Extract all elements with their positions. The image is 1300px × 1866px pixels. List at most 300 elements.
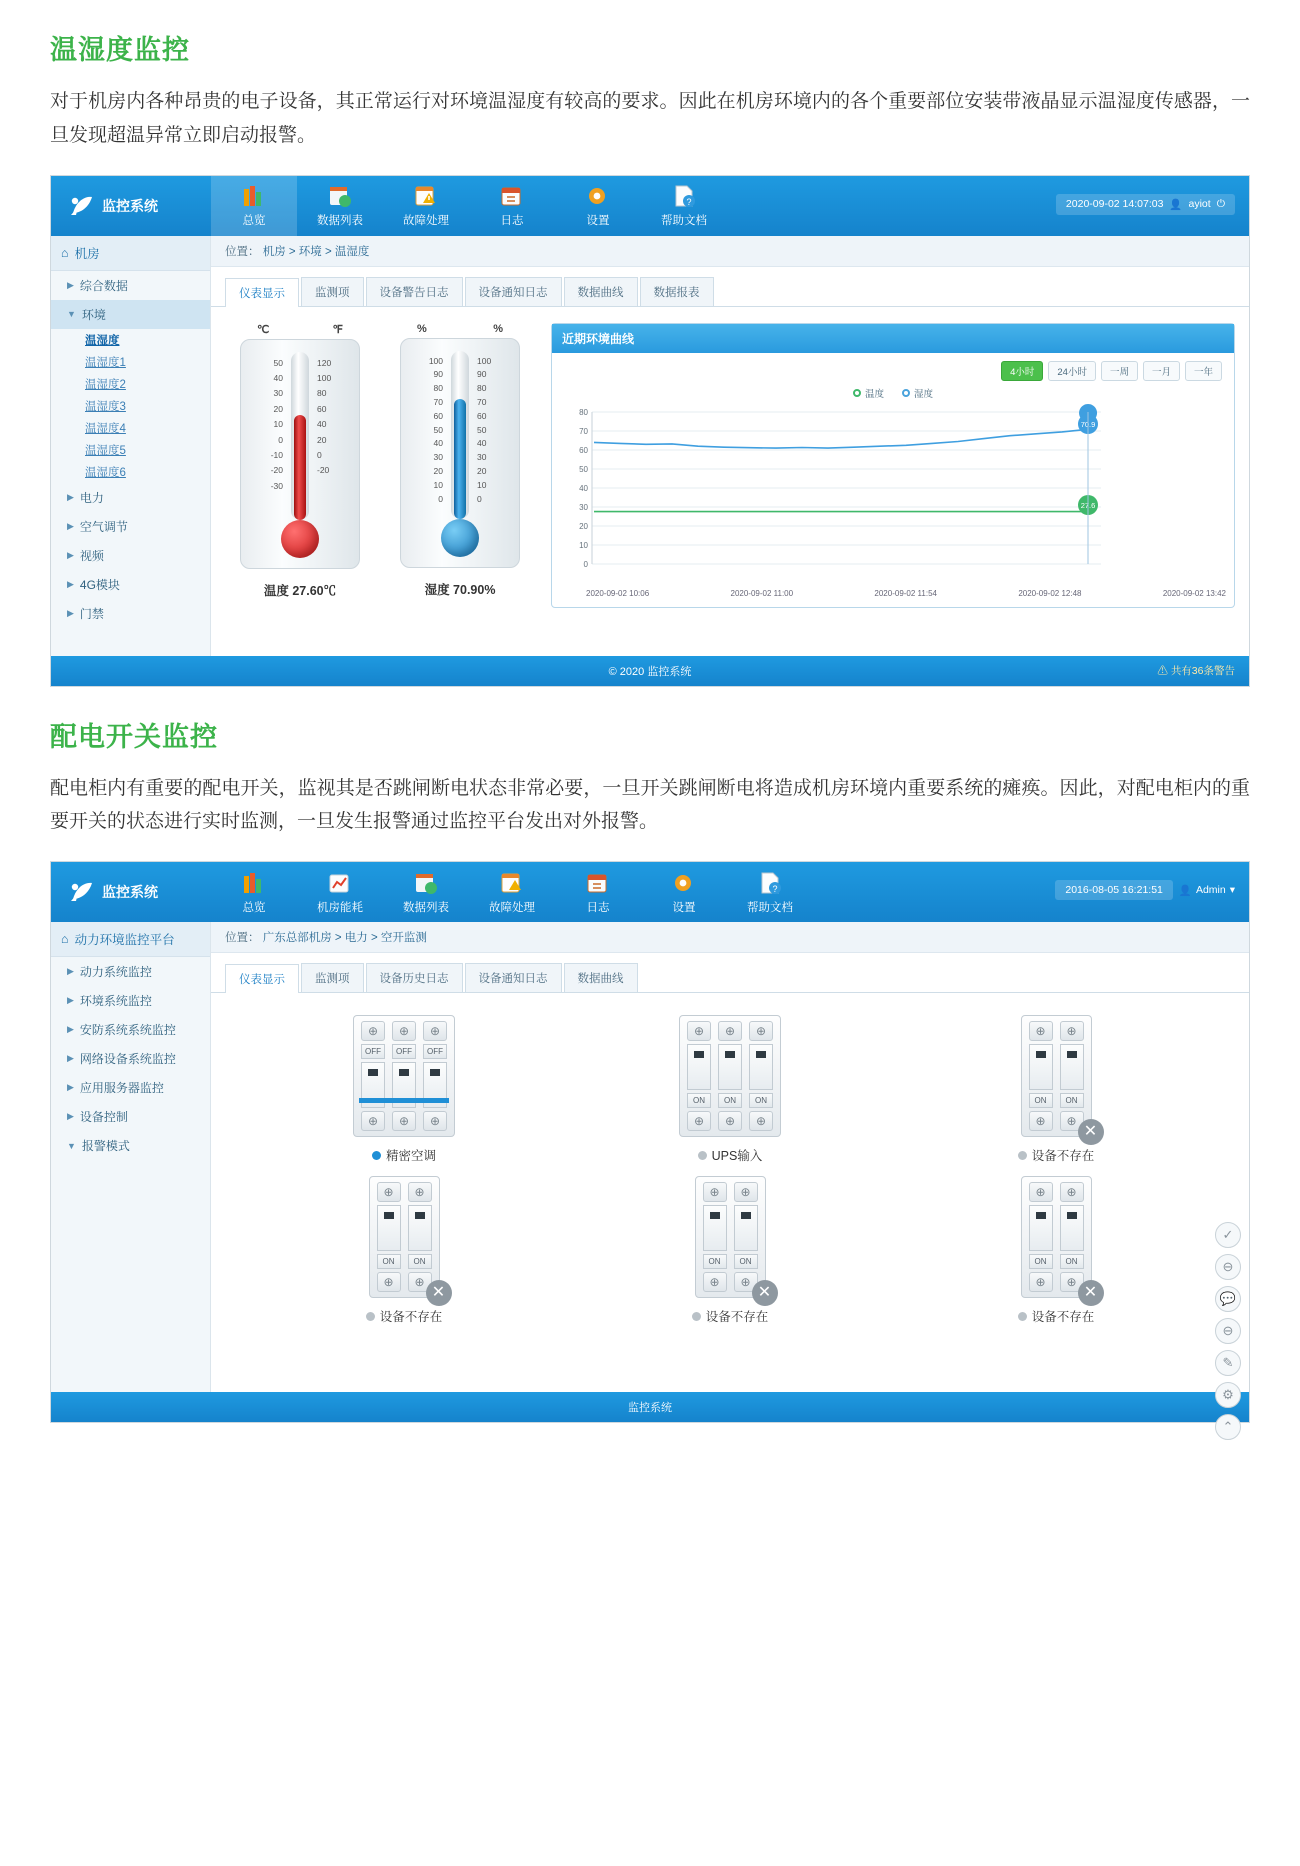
humidity-left-ticks: 100 90 80 70 60 50 40 30 20 10 0 [428,355,443,504]
chevron-up-icon[interactable]: ⌃ [1215,1414,1241,1440]
svg-text:?: ? [772,883,778,894]
data-list-icon [411,870,441,897]
terminal-icon: ⊕ [1029,1021,1053,1041]
range-month[interactable]: 一月 [1143,361,1180,381]
chevron-right-icon: ▶ [67,279,74,290]
breaker-switch[interactable] [1060,1205,1084,1251]
breaker-state-label: ON [734,1254,758,1269]
sidebar-item-label: 动力系统监控 [79,965,152,980]
help-doc-icon [669,183,699,210]
app1-sidebar [51,236,211,656]
range-week[interactable]: 一周 [1101,361,1138,381]
sidebar-header-label: 机房 [74,246,100,261]
breadcrumb-prefix: 位置： [225,245,260,258]
xtick: 2020-09-02 11:54 [874,588,937,598]
thermo-fill [454,399,466,518]
breaker-pole [390,1021,418,1131]
status-dot-icon [1018,1151,1027,1160]
breaker-caption [241,1146,567,1164]
breaker-pole [1027,1021,1055,1131]
terminal-icon: ⊕ [423,1021,447,1041]
breaker-pole [716,1021,744,1131]
chevron-right-icon: ▶ [67,491,74,502]
clock-chip [1056,194,1235,215]
app2-topbar-right [1055,880,1235,900]
chevron-right-icon: ▶ [67,578,74,589]
chart-plot-area [552,400,1234,587]
terminal-icon: ⊕ [423,1111,447,1131]
breadcrumb-path: 广东总部机房 > 电力 > 空开监测 [262,932,427,945]
sidebar-item-air-conditioning[interactable] [51,512,210,541]
terminal-icon: ⊕ [1060,1182,1084,1202]
nav-item-energy[interactable] [297,862,383,922]
sidebar-subitem-temp-humidity-1[interactable]: 温湿度1 [85,356,126,369]
breaker-widget[interactable] [353,1015,455,1137]
nav-item-log[interactable] [469,176,555,236]
sidebar-item-comprehensive-data[interactable] [51,271,210,300]
breaker-widget[interactable] [695,1176,772,1302]
breaker-caption [893,1307,1219,1325]
breaker-pole [421,1021,449,1131]
breaker-body [1021,1015,1092,1137]
terminal-icon: ⊕ [361,1111,385,1131]
nav-label: 帮助文档 [747,901,793,914]
user-icon: 👤 [1169,198,1183,211]
status-dot-icon [692,1312,701,1321]
breaker-pole [375,1182,403,1292]
section-title-2: 配电开关监控 [50,721,218,752]
nav-label: 设置 [586,215,610,228]
breaker-label: 设备不存在 [379,1310,443,1325]
app1-topbar-right [1056,194,1235,215]
breaker-grid [211,993,1249,1349]
breaker-pole [701,1182,729,1292]
terminal-icon: ⊕ [749,1111,773,1131]
breaker-switch[interactable] [749,1044,773,1090]
breaker-tie-bar [359,1098,449,1103]
sidebar-subitem-temp-humidity-4[interactable]: 温湿度4 [85,422,126,435]
edit-icon[interactable]: ✎ [1215,1350,1241,1376]
books-icon [239,870,269,897]
breaker-widget[interactable] [679,1015,781,1137]
logo-icon [69,193,95,219]
breaker-switch[interactable] [687,1044,711,1090]
temp-right-ticks: 120 100 80 60 40 20 0 -20 [317,357,332,476]
sidebar-item-video[interactable] [51,541,210,570]
terminal-icon: ⊕ [361,1021,385,1041]
page-root [0,28,1300,1435]
svg-text:60: 60 [579,445,588,455]
terminal-icon: ⊕ [408,1272,432,1292]
gauge-row [211,307,1249,618]
thermo-fill [294,415,306,519]
footer-copyright: © 2020 监控系统 [608,665,692,678]
unit-celsius: ℃ [257,323,270,336]
breadcrumb [211,922,1249,953]
device-missing-icon: ✕ [752,1280,778,1306]
sidebar-subitem-temp-humidity-5[interactable]: 温湿度5 [85,444,126,457]
fault-icon [497,870,527,897]
nav-label: 帮助文档 [661,215,707,228]
breaker-pole [359,1021,387,1131]
breaker-label: 精密空调 [385,1149,436,1164]
terminal-icon: ⊕ [718,1021,742,1041]
terminal-icon: ⊕ [377,1182,401,1202]
sidebar-item-4g-module[interactable] [51,570,210,599]
breaker-pole [1058,1021,1086,1131]
breaker-state-label: ON [687,1093,711,1108]
svg-text:0: 0 [583,559,588,569]
sidebar-item-label: 门禁 [79,606,104,621]
gauge-temperature [225,323,375,608]
terminal-icon: ⊕ [1060,1111,1084,1131]
breaker-state-label: ON [1060,1093,1084,1108]
logout-icon[interactable]: ⏻ [1216,197,1225,210]
help-doc-icon [755,870,785,897]
svg-text:27.6: 27.6 [1080,500,1096,510]
chevron-right-icon: ▶ [67,1053,74,1064]
breaker-switch[interactable] [408,1205,432,1251]
app1-brand-label: 监控系统 [102,197,158,214]
thermo-tube [291,352,309,520]
sidebar-item-label: 报警模式 [81,1139,130,1154]
home-icon: ⌂ [61,245,69,260]
terminal-icon: ⊕ [408,1182,432,1202]
nav-item-log[interactable] [555,862,641,922]
breaker-body [369,1176,440,1298]
app1-footer [51,656,1249,686]
sidebar-header [51,236,210,271]
breaker-widget[interactable] [1021,1015,1098,1141]
terminal-icon: ⊕ [392,1021,416,1041]
gear-icon[interactable]: ⚙ [1215,1382,1241,1408]
chevron-right-icon: ▶ [67,1111,74,1122]
nav-label: 总览 [242,901,266,914]
logo-icon [69,879,95,905]
home-icon: ⌂ [61,932,69,947]
sidebar-item-label: 应用服务器监控 [79,1081,164,1096]
app1-topbar [51,176,1249,236]
clock-chip [1055,880,1173,900]
sidebar-item-power-system[interactable] [51,957,210,986]
nav-item-overview[interactable] [211,176,297,236]
breaker-cell [567,1015,893,1164]
tab-device-notice-log[interactable]: 设备通知日志 [465,277,562,306]
breaker-switch[interactable] [1029,1044,1053,1090]
nav-label: 日志 [500,215,524,228]
breaker-switch[interactable] [734,1205,758,1251]
breaker-state-label: ON [408,1254,432,1269]
tab-data-report[interactable]: 数据报表 [640,277,714,306]
check-circle-icon[interactable]: ✓ [1215,1222,1241,1248]
app1-tabs [211,267,1249,307]
device-missing-icon: ✕ [1078,1280,1104,1306]
xtick: 2020-09-02 10:06 [586,588,650,598]
monitoring-app-window-1 [50,175,1250,687]
nav-label: 故障处理 [403,215,449,228]
terminal-icon: ⊕ [1060,1021,1084,1041]
breaker-widget[interactable] [1021,1176,1098,1302]
sidebar-item-network-device-system[interactable] [51,1044,210,1073]
tab-data-curve[interactable]: 数据曲线 [564,963,638,992]
svg-text:70.9: 70.9 [1080,419,1096,429]
chart-x-axis [552,587,1234,602]
nav-item-fault[interactable] [383,176,469,236]
sidebar-item-label: 4G模块 [79,577,120,592]
breaker-cell [241,1015,567,1164]
breaker-caption [241,1307,567,1325]
nav-item-fault[interactable] [469,862,555,922]
tab-device-warning-log[interactable]: 设备警告日志 [366,277,463,306]
sidebar-item-device-control[interactable] [51,1102,210,1131]
terminal-icon: ⊕ [377,1272,401,1292]
terminal-icon: ⊕ [734,1272,758,1292]
breaker-state-label: ON [1029,1254,1053,1269]
energy-icon [325,870,355,897]
thermometer-temperature [240,339,360,569]
unit-fahrenheit: ℉ [332,323,343,336]
thermo-bulb [441,519,479,557]
chevron-down-icon: ▼ [67,1140,76,1151]
breaker-state-label: OFF [423,1044,447,1059]
humidity-value: 湿度 70.90% [424,582,496,597]
sidebar-item-label: 设备控制 [79,1110,128,1125]
chart-svg [556,402,1116,582]
tool-rail [1215,1222,1241,1440]
breaker-switch[interactable] [377,1205,401,1251]
breaker-body [1021,1176,1092,1298]
sidebar-subitem-temp-humidity[interactable]: 温湿度 [85,334,120,347]
log-icon [583,870,613,897]
device-missing-icon: ✕ [1078,1119,1104,1145]
breaker-cell [893,1176,1219,1325]
app2-content [211,922,1249,1392]
section-title-1: 温湿度监控 [50,35,190,65]
tab-gauge-display[interactable]: 仪表显示 [225,278,299,307]
sidebar-subitem-temp-humidity-6[interactable]: 温湿度6 [85,466,126,479]
unit-percent-right: % [493,322,503,335]
environment-chart-panel [551,323,1235,608]
range-24h[interactable]: 24小时 [1048,361,1096,381]
humidity-units [417,323,503,335]
sidebar-item-access-control[interactable] [51,599,210,628]
app1-brand [51,193,211,219]
nav-label: 数据列表 [317,215,363,228]
sidebar-item-label: 电力 [79,490,104,505]
comment-icon[interactable]: 💬 [1215,1286,1241,1312]
breaker-state-label: ON [749,1093,773,1108]
svg-text:20: 20 [579,521,588,531]
breaker-label: UPS输入 [711,1149,763,1164]
nav-item-settings[interactable] [641,862,727,922]
temperature-value: 温度 27.60℃ [263,583,337,598]
svg-text:30: 30 [579,502,588,512]
app2-tabs [211,953,1249,993]
breaker-pole [1027,1182,1055,1292]
user-menu[interactable] [1179,884,1235,897]
chevron-right-icon: ▶ [67,1082,74,1093]
sidebar-item-power[interactable] [51,483,210,512]
nav-item-help-doc[interactable] [641,176,727,236]
breaker-pole [406,1182,434,1292]
sidebar-item-alarm-mode[interactable] [51,1131,210,1160]
chevron-right-icon: ▶ [67,520,74,531]
nav-item-help-doc[interactable] [727,862,813,922]
nav-label: 机房能耗 [317,901,363,914]
xtick: 2020-09-02 12:48 [1018,588,1082,598]
chevron-right-icon: ▶ [67,995,74,1006]
terminal-icon: ⊕ [687,1111,711,1131]
app1-nav [211,176,727,236]
breaker-caption [893,1146,1219,1164]
terminal-icon: ⊕ [734,1182,758,1202]
app2-footer: 监控系统 [51,1392,1249,1422]
current-time: 2020-09-02 14:07:03 [1065,198,1164,211]
terminal-icon: ⊕ [1029,1111,1053,1131]
terminal-icon: ⊕ [392,1111,416,1131]
terminal-icon: ⊕ [718,1111,742,1131]
app2-topbar [51,862,1249,922]
status-dot-icon [372,1151,381,1160]
breaker-cell [241,1176,567,1325]
nav-label: 故障处理 [489,901,535,914]
fault-icon [411,183,441,210]
footer-alert-count[interactable]: ⚠ 共有36条警告 [1157,664,1235,677]
breaker-switch[interactable] [1060,1044,1084,1090]
chevron-right-icon: ▶ [67,1024,74,1035]
sidebar-item-label: 环境系统监控 [79,994,152,1009]
user-name: Admin [1195,884,1226,897]
range-year[interactable]: 一年 [1185,361,1222,381]
user-icon: 👤 [1178,884,1192,897]
nav-label: 数据列表 [403,901,449,914]
tab-device-notice-log[interactable]: 设备通知日志 [465,963,562,992]
breaker-body [695,1176,766,1298]
terminal-icon: ⊕ [703,1272,727,1292]
breaker-switch[interactable] [703,1205,727,1251]
sidebar-header [51,922,210,957]
nav-item-data-list[interactable] [297,176,383,236]
sidebar-item-label: 网络设备系统监控 [79,1052,176,1067]
breaker-widget[interactable] [369,1176,446,1302]
legend-temperature[interactable]: 温度 [853,386,884,400]
breaker-caption [567,1307,893,1325]
xtick: 2020-09-02 13:42 [1162,588,1226,598]
terminal-icon: ⊕ [1060,1272,1084,1292]
nav-label: 日志 [586,901,610,914]
breaker-label: 设备不存在 [1031,1149,1095,1164]
breaker-body [679,1015,781,1137]
breaker-pole [732,1182,760,1292]
chart-legend [552,383,1234,400]
user-name: ayiot [1188,198,1211,211]
monitoring-app-window-2 [50,861,1250,1435]
sidebar-item-environment-system[interactable] [51,986,210,1015]
thermometer-humidity [400,338,520,568]
nav-label: 总览 [242,215,266,228]
tab-device-history-log[interactable]: 设备历史日志 [366,963,463,992]
sidebar-subitem-temp-humidity-3[interactable]: 温湿度3 [85,400,126,413]
breaker-state-label: ON [1029,1093,1053,1108]
sidebar-item-label: 视频 [79,548,104,563]
breaker-state-label: ON [703,1254,727,1269]
temp-units [257,323,343,336]
svg-text:10: 10 [579,540,588,550]
breaker-pole [747,1021,775,1131]
tab-monitor-items[interactable]: 监测项 [301,963,364,992]
minus-circle-icon[interactable]: ⊖ [1215,1254,1241,1280]
status-dot-icon [1018,1312,1027,1321]
sidebar-item-environment[interactable] [51,300,210,329]
app2-brand-label: 监控系统 [102,884,158,901]
breadcrumb-prefix: 位置： [225,932,260,945]
app2-brand [51,879,211,905]
sidebar-subitem-temp-humidity-2[interactable]: 温湿度2 [85,378,126,391]
breaker-switch[interactable] [1029,1205,1053,1251]
breaker-state-label: ON [377,1254,401,1269]
app1-content [211,236,1249,656]
breadcrumb [211,236,1249,267]
svg-text:70: 70 [579,426,588,436]
breaker-cell [893,1015,1219,1164]
sidebar-item-label: 综合数据 [79,278,128,293]
log-icon [497,183,527,210]
sidebar-item-app-server[interactable] [51,1073,210,1102]
nav-item-settings[interactable] [555,176,641,236]
sidebar-item-security-system[interactable] [51,1015,210,1044]
humidity-right-ticks: 100 90 80 70 60 50 40 30 20 10 0 [477,355,492,504]
terminal-icon: ⊕ [749,1021,773,1041]
books-icon [239,183,269,210]
chevron-right-icon: ▶ [67,607,74,618]
breaker-switch[interactable] [718,1044,742,1090]
breaker-label: 设备不存在 [705,1310,769,1325]
svg-text:40: 40 [579,483,588,493]
legend-humidity[interactable]: 湿度 [902,386,933,400]
breaker-state-label: ON [1060,1254,1084,1269]
nav-item-data-list[interactable] [383,862,469,922]
terminal-icon: ⊕ [1029,1272,1053,1292]
tab-monitor-items[interactable]: 监测项 [301,277,364,306]
tab-gauge-display[interactable]: 仪表显示 [225,964,299,993]
terminal-icon: ⊕ [687,1021,711,1041]
sidebar-header-label: 动力环境监控平台 [74,933,175,948]
breaker-body [353,1015,455,1137]
chart-title: 近期环境曲线 [552,324,1234,353]
temp-left-ticks: 50 40 30 20 10 0 -10 -20 -30 [270,357,283,491]
tab-data-curve[interactable]: 数据曲线 [564,277,638,306]
breaker-state-label: ON [718,1093,742,1108]
unit-percent-left: % [417,322,427,335]
breaker-pole [1058,1182,1086,1292]
breaker-cell [567,1176,893,1325]
chevron-down-icon: ▾ [1229,884,1235,897]
gear-icon [669,870,699,897]
breaker-state-label: OFF [361,1044,385,1059]
terminal-icon: ⊕ [1029,1182,1053,1202]
range-4h[interactable]: 4小时 [1001,361,1043,381]
xtick: 2020-09-02 11:00 [730,588,794,598]
nav-item-overview[interactable] [211,862,297,922]
svg-text:?: ? [686,197,692,208]
sidebar-item-label: 安防系统系统监控 [79,1023,176,1038]
chart-range-controls [552,353,1234,383]
breaker-pole [685,1021,713,1131]
nav-label: 设置 [672,901,696,914]
terminal-icon: ⊕ [703,1182,727,1202]
minus-circle-icon-2[interactable]: ⊖ [1215,1318,1241,1344]
breaker-caption [567,1146,893,1164]
